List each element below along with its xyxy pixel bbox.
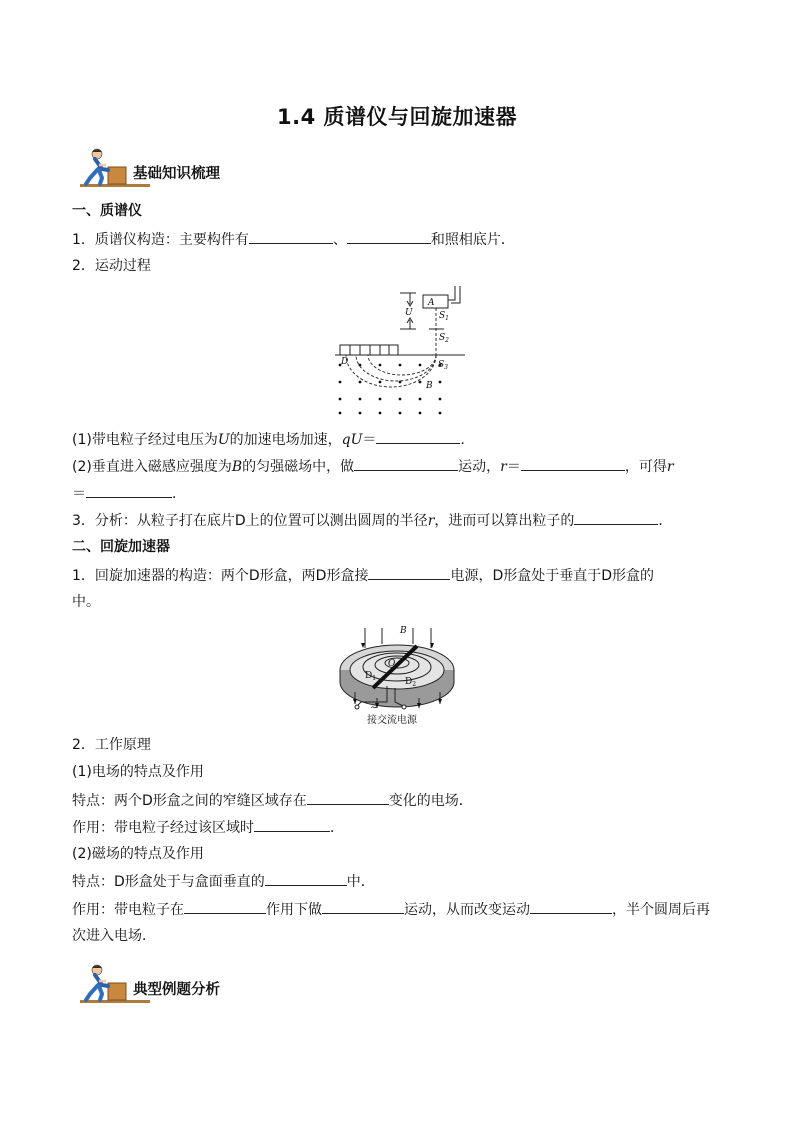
mass-spectrometer-diagram — [330, 282, 470, 422]
p1-sub1: (1)带电粒子经过电压为U的加速电场加速，qU＝ . — [72, 429, 465, 450]
blank — [184, 899, 266, 914]
blank — [307, 790, 389, 805]
svg-text:A: A — [428, 298, 435, 308]
heading-mass-spectrometer: 一、质谱仪 — [72, 203, 142, 219]
blank — [530, 899, 612, 914]
svg-text:B: B — [426, 381, 433, 391]
blank — [254, 817, 330, 832]
blank — [347, 229, 431, 244]
section-header-basics — [80, 148, 300, 192]
svg-text:接交流电源: 接交流电源 — [367, 715, 417, 726]
p2-m-head: (2)磁场的特点及作用 — [72, 846, 204, 862]
blank — [574, 510, 658, 525]
heading-cyclotron: 二、回旋加速器 — [72, 539, 170, 555]
svg-text:S2: $S_2$ — [439, 333, 449, 344]
p1-item3: 3．分析：从粒子打在底片D上的位置可以测出圆周的半径r，进而可以算出粒子的 ． — [72, 510, 672, 531]
svg-text:B: B — [400, 626, 407, 636]
p2-e-head: (1)电场的特点及作用 — [72, 764, 204, 780]
svg-text:D2: $D_2$ — [405, 677, 417, 688]
p1-sub2-cont: ＝ . — [72, 483, 176, 504]
p2-e-func: 作用：带电粒子经过该区域时 ． — [72, 817, 344, 838]
blank — [322, 899, 404, 914]
p2-m-func-cont: 次进入电场． — [72, 928, 156, 944]
svg-text:S3: $S_3$ — [438, 360, 448, 371]
svg-text:O: O — [388, 659, 396, 669]
p2-m-feat: 特点：D形盒处于与盒面垂直的 中． — [72, 871, 375, 892]
p1-sub2: (2)垂直进入磁感应强度为B的匀强磁场中，做 运动，r＝ ，可得r — [72, 456, 674, 477]
svg-text:D: D — [341, 357, 349, 367]
section-header-label: 典型例题分析 — [133, 982, 220, 998]
blank — [521, 456, 625, 471]
p2-item1-cont: 中。 — [72, 594, 100, 610]
p1-item2: 2．运动过程 — [72, 258, 151, 274]
p2-m-func: 作用：带电粒子在 作用下做 运动，从而改变运动 ，半个圆周后再 — [72, 899, 710, 920]
blank — [265, 871, 347, 886]
svg-text:U: U — [405, 308, 413, 318]
svg-text:~: ~ — [370, 703, 378, 713]
cyclotron-diagram — [335, 622, 461, 728]
p1-item1: 1．质谱仪构造：主要构件有 、 和照相底片． — [72, 229, 515, 250]
blank — [368, 565, 450, 580]
svg-text:S1: $S_1$ — [439, 311, 449, 322]
blank — [354, 456, 458, 471]
section-header-label: 基础知识梳理 — [133, 166, 220, 182]
p2-item1: 1．回旋加速器的构造：两个D形盒，两D形盒接 电源，D形盒处于垂直于D形盒的 — [72, 565, 654, 586]
blank — [376, 429, 460, 444]
svg-text:D1: $D_1$ — [365, 671, 377, 682]
page-title: 1.4 质谱仪与回旋加速器 — [276, 105, 517, 129]
blank — [249, 229, 333, 244]
blank — [86, 483, 172, 498]
p2-e-feat: 特点：两个D形盒之间的窄缝区域存在 变化的电场． — [72, 790, 473, 811]
section-header-examples — [80, 964, 300, 1008]
p2-item2: 2．工作原理 — [72, 737, 151, 753]
